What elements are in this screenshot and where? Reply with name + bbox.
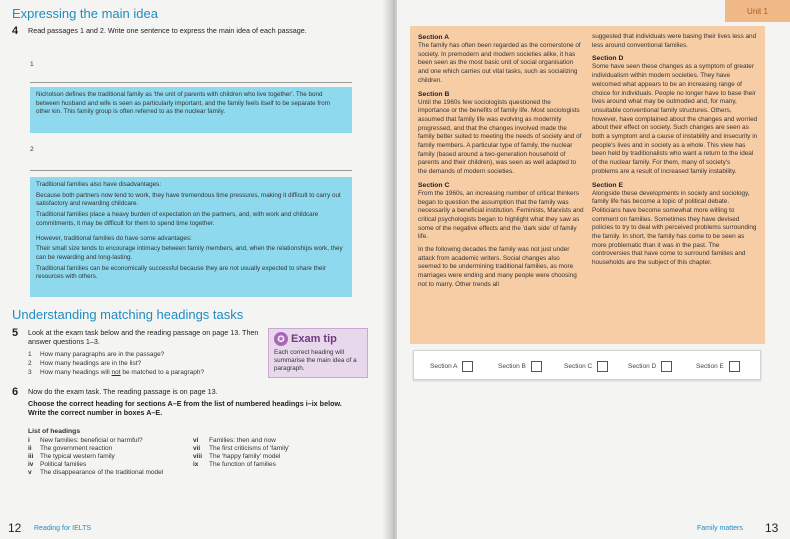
heading-matching-headings: Understanding matching headings tasks (12, 307, 244, 322)
answer-checkbox[interactable] (661, 361, 672, 372)
heading-option (193, 461, 276, 469)
passage-2-box (30, 177, 352, 297)
item-text: How many headings are in the list? (40, 360, 142, 367)
answer-label: Section E (696, 363, 724, 371)
section-heading: Section E (592, 181, 623, 189)
question-6-number: 6 (12, 386, 19, 398)
question-6-text: Now do the exam task. The reading passage is on page 13. (28, 387, 218, 396)
heading-numeral: vi (193, 437, 199, 444)
heading-numeral: ii (28, 445, 32, 452)
section-paragraph: Alongside these developments in society and sociology, family life has become a topic of political debate. Politicians have become somewhat more willing to comment on families. Sometimes they have devised policies to try to deal with perceived problems surrounding the family. In short, the family has come to be seen as more problematic than it was in the past. The controversies that have come to surround families and households are the subject of this chapter. (592, 189, 757, 267)
item-text: be matched to a paragraph? (120, 369, 205, 376)
section-heading: Section B (418, 90, 450, 98)
answer-section-e (696, 361, 740, 372)
answer-label: Section A (430, 363, 458, 371)
passage-2-line: Their small size tends to encourage intimacy between family members, and, when the relationships work, they can be rewarding and long-lasting. (36, 245, 343, 261)
heading-option (28, 461, 86, 469)
passage-2-line: However, traditional families do have some advantages: (36, 234, 192, 242)
unit-tab: Unit 1 (725, 0, 790, 22)
question-5-item (28, 351, 164, 359)
item-text-emphasis: not (111, 369, 121, 376)
heading-text: The function of families (209, 461, 276, 468)
heading-numeral: iv (28, 461, 34, 468)
question-5-number: 5 (12, 327, 19, 339)
item-number: 3 (28, 369, 32, 376)
question-6-instructions: Choose the correct heading for sections A–E from the list of numbered headings i–ix below. Write the correct number in boxes A–E. (28, 399, 342, 417)
passage-1-text: Nicholson defines the traditional family as 'the unit of parents with children who live together'. The bond between husband and wife is seen as particularly important, and the family feels itself to be separate from other kin. This family group is often referred to as the nuclear family. (36, 91, 331, 116)
item-number: 1 (28, 351, 32, 358)
answer-line-1[interactable] (30, 82, 352, 83)
heading-option (193, 437, 276, 445)
answer-section-a (430, 361, 473, 372)
item-number: 2 (28, 360, 32, 367)
heading-text: The disappearance of the traditional model (40, 469, 164, 476)
passage-2-line: Traditional families also have disadvantages: (36, 181, 162, 188)
page-number-left: 12 (8, 521, 22, 535)
reading-passage-box (410, 26, 765, 344)
answer-label: Section D (628, 363, 657, 371)
section-paragraph: Some have seen these changes as a symptom of greater individualism within modern societies. They have welcomed what appears to be an increasing range of choice for individuals. People no longer have to base their lives around what may be outmoded and, for many, unsuitable conventional family structures. Others, however, have complained about the changes and worried about their effect on society. Such changes are seen as both a symptom and a cause of instability and insecurity in people's lives and in society as a whole. This view has been held by traditionalists who want a return to the ideal of the nuclear family. For them, many of society's problems are a result of increased family instability. (592, 63, 758, 175)
passage-column-1 (418, 33, 584, 294)
heading-option (28, 445, 112, 453)
item-text: How many headings will (40, 369, 112, 376)
heading-text: New families: beneficial or harmful? (40, 437, 143, 444)
question-4-text: Read passages 1 and 2. Write one sentence to express the main idea of each passage. (28, 26, 307, 35)
section-paragraph: Until the 1960s few sociologists questioned the importance or the benefits of family life. Most sociologists assumed that family life was evolving as modernity progressed, and that the changes involved made the family better suited to meeting the needs of society and of family members. A particular type of family, the nuclear family (based around a two-generation household of parents and their children), was seen as well adapted to the demands of modern societies. (418, 98, 582, 176)
heading-text: The government reaction (40, 445, 113, 452)
question-5-item (28, 360, 141, 368)
question-5-item (28, 369, 204, 377)
section-paragraph: The family has often been regarded as the cornerstone of society. In premodern and modern societies alike, it has been seen as the most basic unit of social organisation and one which carries out vital tasks, such as socializing children. (418, 42, 581, 84)
section-heading: Section A (418, 34, 450, 41)
answer-checkbox[interactable] (597, 361, 608, 372)
heading-text: Families: then and now (209, 437, 276, 444)
exam-tip-text: Each correct heading will summarise the main idea of a paragraph. (274, 349, 357, 372)
heading-numeral: iii (28, 453, 34, 460)
heading-numeral: viii (193, 453, 203, 460)
heading-numeral: v (28, 469, 32, 476)
exam-tip-title: Exam tip (291, 333, 337, 345)
footer-right: Family matters (697, 525, 743, 532)
answer-checkbox[interactable] (462, 361, 473, 372)
footer-left: Reading for IELTS (34, 525, 92, 532)
passage-2-line: Because both partners now tend to work, they have tremendous time pressures, making it difficult to carry out satisfactory and rewarding childcare. (36, 191, 341, 208)
heading-text: The 'happy family' model (209, 453, 281, 460)
right-page (397, 0, 790, 539)
question-4-number: 4 (12, 25, 19, 37)
left-page (0, 0, 393, 539)
answer-line-2[interactable] (30, 170, 352, 171)
heading-text: The typical western family (40, 453, 115, 460)
answer-label: Section B (498, 363, 526, 371)
heading-text: Political families (40, 461, 87, 468)
passage-2-label: 2 (30, 146, 34, 153)
section-paragraph: From the 1960s, an increasing number of critical thinkers began to question the assumption that the family was necessarily a beneficial institution. Feminists, Marxists and critical psychologists began to highlight what they saw as some of the negative effects and the 'dark side' of family life. (418, 189, 584, 241)
heading-text: The first criticisms of 'family' (209, 445, 290, 452)
heading-option (28, 437, 143, 445)
passage-1-box (30, 87, 352, 133)
section-paragraph: In the following decades the family was not just under attack from academic writers. Social changes also seemed to be undermining traditional families, as more marriages were ending and many people were choosing not to marry. Other trends all (418, 246, 577, 288)
answer-checkbox[interactable] (729, 361, 740, 372)
question-5-text: Look at the exam task below and the reading passage on page 13. Then answer questions 1–3. (28, 328, 259, 346)
answer-label: Section C (564, 363, 593, 371)
passage-2-line: Traditional families can be economically successful because they are not usually expected to share their resources with others. (36, 264, 326, 281)
answer-section-b (498, 361, 542, 372)
item-text: How many paragraphs are in the passage? (40, 351, 165, 358)
heading-option (28, 453, 115, 461)
page-number-right: 13 (765, 521, 779, 535)
star-icon: ✪ (274, 332, 288, 346)
answer-section-c (564, 361, 608, 372)
passage-2-line: Traditional families place a heavy burden of expectation on the partners, and, with work and childcare commitments, it may be difficult for them to spend time together. (36, 211, 319, 227)
heading-option (193, 453, 281, 461)
answer-boxes (413, 350, 761, 380)
answer-section-d (628, 361, 672, 372)
section-heading: Section C (418, 181, 450, 189)
section-heading: Section D (592, 55, 624, 63)
passage-1-label: 1 (30, 61, 34, 68)
heading-expressing-main-idea: Expressing the main idea (12, 6, 158, 21)
heading-option (28, 469, 163, 477)
heading-numeral: vii (193, 445, 201, 452)
passage-column-2 (592, 33, 758, 272)
heading-numeral: ix (193, 461, 199, 468)
list-of-headings-title: List of headings (28, 428, 81, 435)
answer-checkbox[interactable] (531, 361, 542, 372)
section-paragraph: suggested that individuals were basing their lives less and less around conventional families. (592, 33, 757, 49)
heading-option (193, 445, 290, 453)
heading-numeral: i (28, 437, 30, 444)
exam-tip-box (268, 328, 368, 378)
